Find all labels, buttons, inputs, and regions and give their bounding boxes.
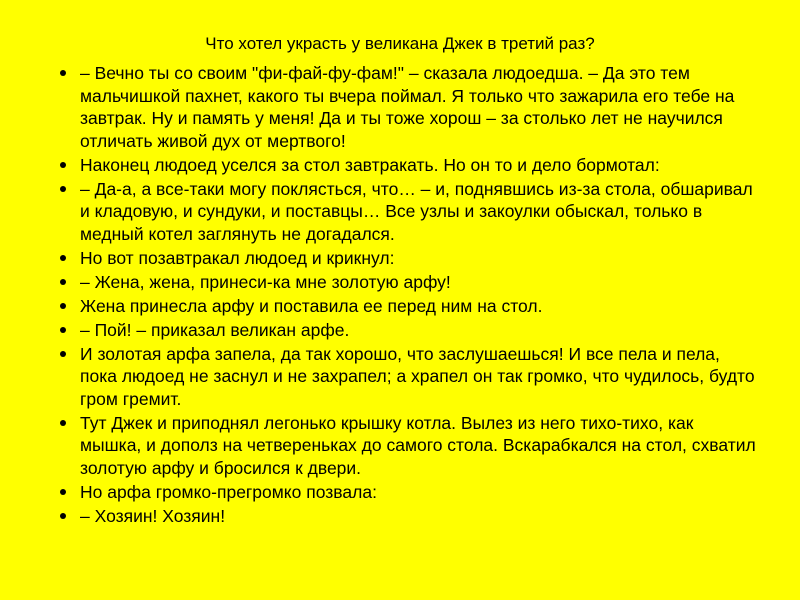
bullet-text: – Да-а, а все-таки могу поклясться, что… – и, поднявшись из-за стола, обшаривал и кладовую, и сундуки, и поставцы… Все узлы и закоулки обыскал, только в медный котел заглянуть не догадался. xyxy=(80,178,753,244)
bullet-text: – Жена, жена, принеси-ка мне золотую арфу! xyxy=(80,271,451,292)
bullet-dot-icon xyxy=(60,351,66,357)
bullet-dot-icon xyxy=(60,489,66,495)
bullet-item xyxy=(58,247,758,270)
bullet-text: Наконец людоед уселся за стол завтракать. Но он то и дело бормотал: xyxy=(80,154,660,175)
bullet-item xyxy=(58,154,758,177)
bullet-text: – Пой! – приказал великан арфе. xyxy=(80,319,350,340)
bullet-dot-icon xyxy=(60,162,66,168)
bullet-text: Тут Джек и приподнял легонько крышку котла. Вылез из него тихо-тихо, как мышка, и дополз на четвереньках до самого стола. Вскарабкался на стол, схватил золотую арфу и бросился к двери. xyxy=(80,412,756,478)
bullet-item xyxy=(58,505,758,528)
bullet-text: Но арфа громко-прегромко позвала: xyxy=(80,481,377,502)
bullet-dot-icon xyxy=(60,279,66,285)
slide-title: Что хотел украсть у великана Джек в третий раз? xyxy=(205,34,595,53)
bullet-item xyxy=(58,319,758,342)
bullet-item xyxy=(58,62,758,152)
bullet-item xyxy=(58,343,758,411)
bullet-list xyxy=(58,62,758,529)
bullet-text: И золотая арфа запела, да так хорошо, что заслушаешься! И все пела и пела, пока людоед не заснул и не захрапел; а храпел он так громко, что чудилось, будто гром гремит. xyxy=(80,343,755,409)
bullet-text: Но вот позавтракал людоед и крикнул: xyxy=(80,247,395,268)
bullet-dot-icon xyxy=(60,513,66,519)
bullet-text: – Хозяин! Хозяин! xyxy=(80,505,226,526)
bullet-item xyxy=(58,271,758,294)
bullet-item xyxy=(58,481,758,504)
bullet-text: – Вечно ты со своим "фи-фай-фу-фам!" – сказала людоедша. – Да это тем мальчишкой пахнет, какого ты вчера поймал. Я только что зажарила его тебе на завтрак. Ну и память у меня! Да и ты тоже хорош – за столько лет не научился отличать живой дух от мертвого! xyxy=(80,63,735,151)
bullet-item xyxy=(58,178,758,246)
bullet-dot-icon xyxy=(60,70,66,76)
bullet-dot-icon xyxy=(60,327,66,333)
bullet-text: Жена принесла арфу и поставила ее перед ним на стол. xyxy=(80,295,543,316)
bullet-item xyxy=(58,412,758,480)
bullet-dot-icon xyxy=(60,255,66,261)
bullet-dot-icon xyxy=(60,303,66,309)
bullet-dot-icon xyxy=(60,420,66,426)
bullet-dot-icon xyxy=(60,186,66,192)
bullet-item xyxy=(58,295,758,318)
